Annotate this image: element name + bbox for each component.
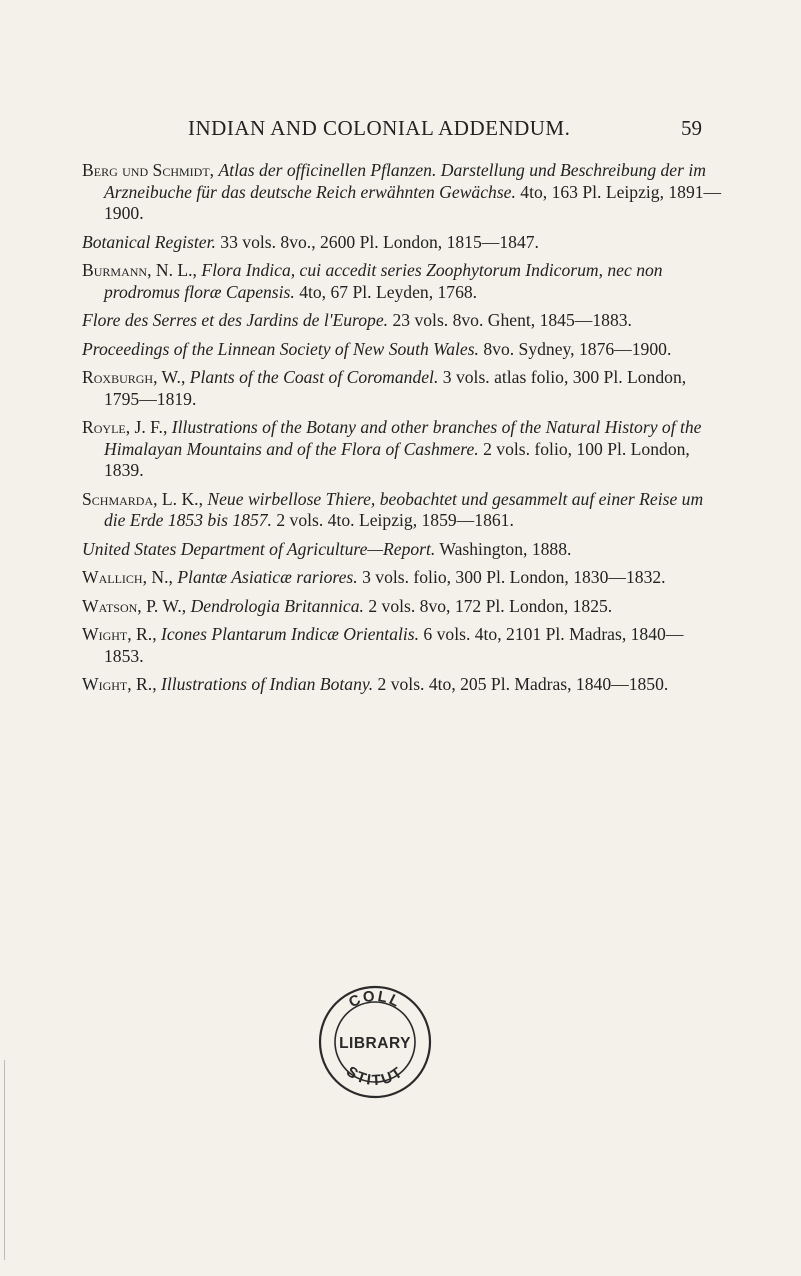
entry-details: 3 vols. folio, 300 Pl. London, 1830—1832. — [362, 567, 666, 587]
entry-details: 2 vols. 4to, 205 Pl. Madras, 1840—1850. — [377, 674, 669, 694]
entry-author: Berg und Schmidt, — [82, 160, 215, 180]
entry-author: Schmarda, L. K., — [82, 488, 203, 509]
bibliography-entry — [82, 260, 722, 303]
running-head — [0, 116, 801, 146]
library-stamp — [316, 983, 434, 1101]
entry-author: Wallich, N., — [82, 567, 173, 587]
entry-details: 3 vols. atlas folio, 300 Pl. London, 1795—1819. — [104, 367, 687, 409]
bibliography-entry — [82, 339, 722, 361]
stamp-center-text: LIBRARY — [339, 1035, 411, 1052]
entry-details: 23 vols. 8vo. Ghent, 1845—1883. — [392, 310, 632, 330]
bibliography-entry — [82, 417, 722, 482]
bibliography-entry — [82, 489, 722, 532]
entry-details: Washington, 1888. — [439, 538, 572, 559]
bibliography-entry — [82, 367, 722, 410]
entry-author: Watson, P. W., — [82, 595, 187, 616]
entry-details: 33 vols. 8vo., 2600 Pl. London, 1815—1847. — [220, 231, 539, 252]
entry-title: United States Department of Agriculture—Report. — [82, 538, 436, 559]
bibliography-list — [82, 160, 722, 703]
entry-title: Proceedings of the Linnean Society of New South Wales. — [82, 338, 479, 359]
entry-title: Illustrations of the Botany and other branches of the Natural History of the Himalayan Mountains and of the Flora of Cashmere. — [104, 417, 702, 459]
bibliography-entry — [82, 539, 722, 561]
entry-title: Flora Indica, cui accedit series Zoophytorum Indicorum, nec non prodromus floræ Capensis. — [104, 260, 663, 302]
entry-title: Dendrologia Britannica. — [190, 595, 364, 616]
entry-author: Wight, R., — [82, 624, 157, 644]
entry-author: Wight, R., — [82, 674, 157, 694]
entry-author: Burmann, N. L., — [82, 260, 197, 280]
stamp-bottom-text: STITUT — [343, 1063, 407, 1090]
entry-title: Flore des Serres et des Jardins de l'Europe. — [82, 310, 389, 330]
entry-title: Atlas der officinellen Pflanzen. Darstellung und Beschreibung der im Arzneibuche für das deutsche Reich erwähnten Gewächse. — [104, 160, 706, 202]
entry-details: 4to, 67 Pl. Leyden, 1768. — [299, 281, 478, 302]
entry-details: 2 vols. 4to. Leipzig, 1859—1861. — [276, 510, 514, 530]
entry-details: 6 vols. 4to, 2101 Pl. Madras, 1840—1853. — [104, 624, 684, 666]
bibliography-entry — [82, 596, 722, 618]
entry-title: Illustrations of Indian Botany. — [161, 674, 374, 694]
entry-author: Royle, J. F., — [82, 417, 168, 437]
entry-title: Icones Plantarum Indicæ Orientalis. — [161, 624, 420, 644]
entry-title: Plants of the Coast of Coromandel. — [189, 367, 439, 387]
page-number: 59 — [681, 116, 702, 140]
entry-details: 2 vols. 8vo, 172 Pl. London, 1825. — [368, 595, 613, 616]
entry-details: 2 vols. folio, 100 Pl. London, 1839. — [104, 438, 690, 480]
entry-details: 4to, 163 Pl. Leipzig, 1891—1900. — [104, 181, 722, 223]
running-head-title: INDIAN AND COLONIAL ADDENDUM. — [188, 116, 571, 140]
entry-title: Botanical Register. — [82, 231, 216, 252]
bibliography-entry — [82, 310, 722, 332]
entry-title: Neue wirbellose Thiere, beobachtet und gesammelt auf einer Reise um die Erde 1853 bis 1857. — [104, 488, 704, 530]
entry-author: Roxburgh, W., — [82, 367, 186, 387]
bibliography-entry — [82, 624, 722, 667]
stamp-top-text: COLL — [346, 987, 404, 1012]
bibliography-entry — [82, 160, 722, 225]
entry-title: Plantæ Asiaticæ rariores. — [177, 567, 358, 587]
bibliography-entry — [82, 674, 722, 696]
bibliography-entry — [82, 232, 722, 254]
page-edge-shadow — [4, 1060, 5, 1260]
bibliography-entry — [82, 567, 722, 589]
entry-details: 8vo. Sydney, 1876—1900. — [483, 338, 672, 359]
